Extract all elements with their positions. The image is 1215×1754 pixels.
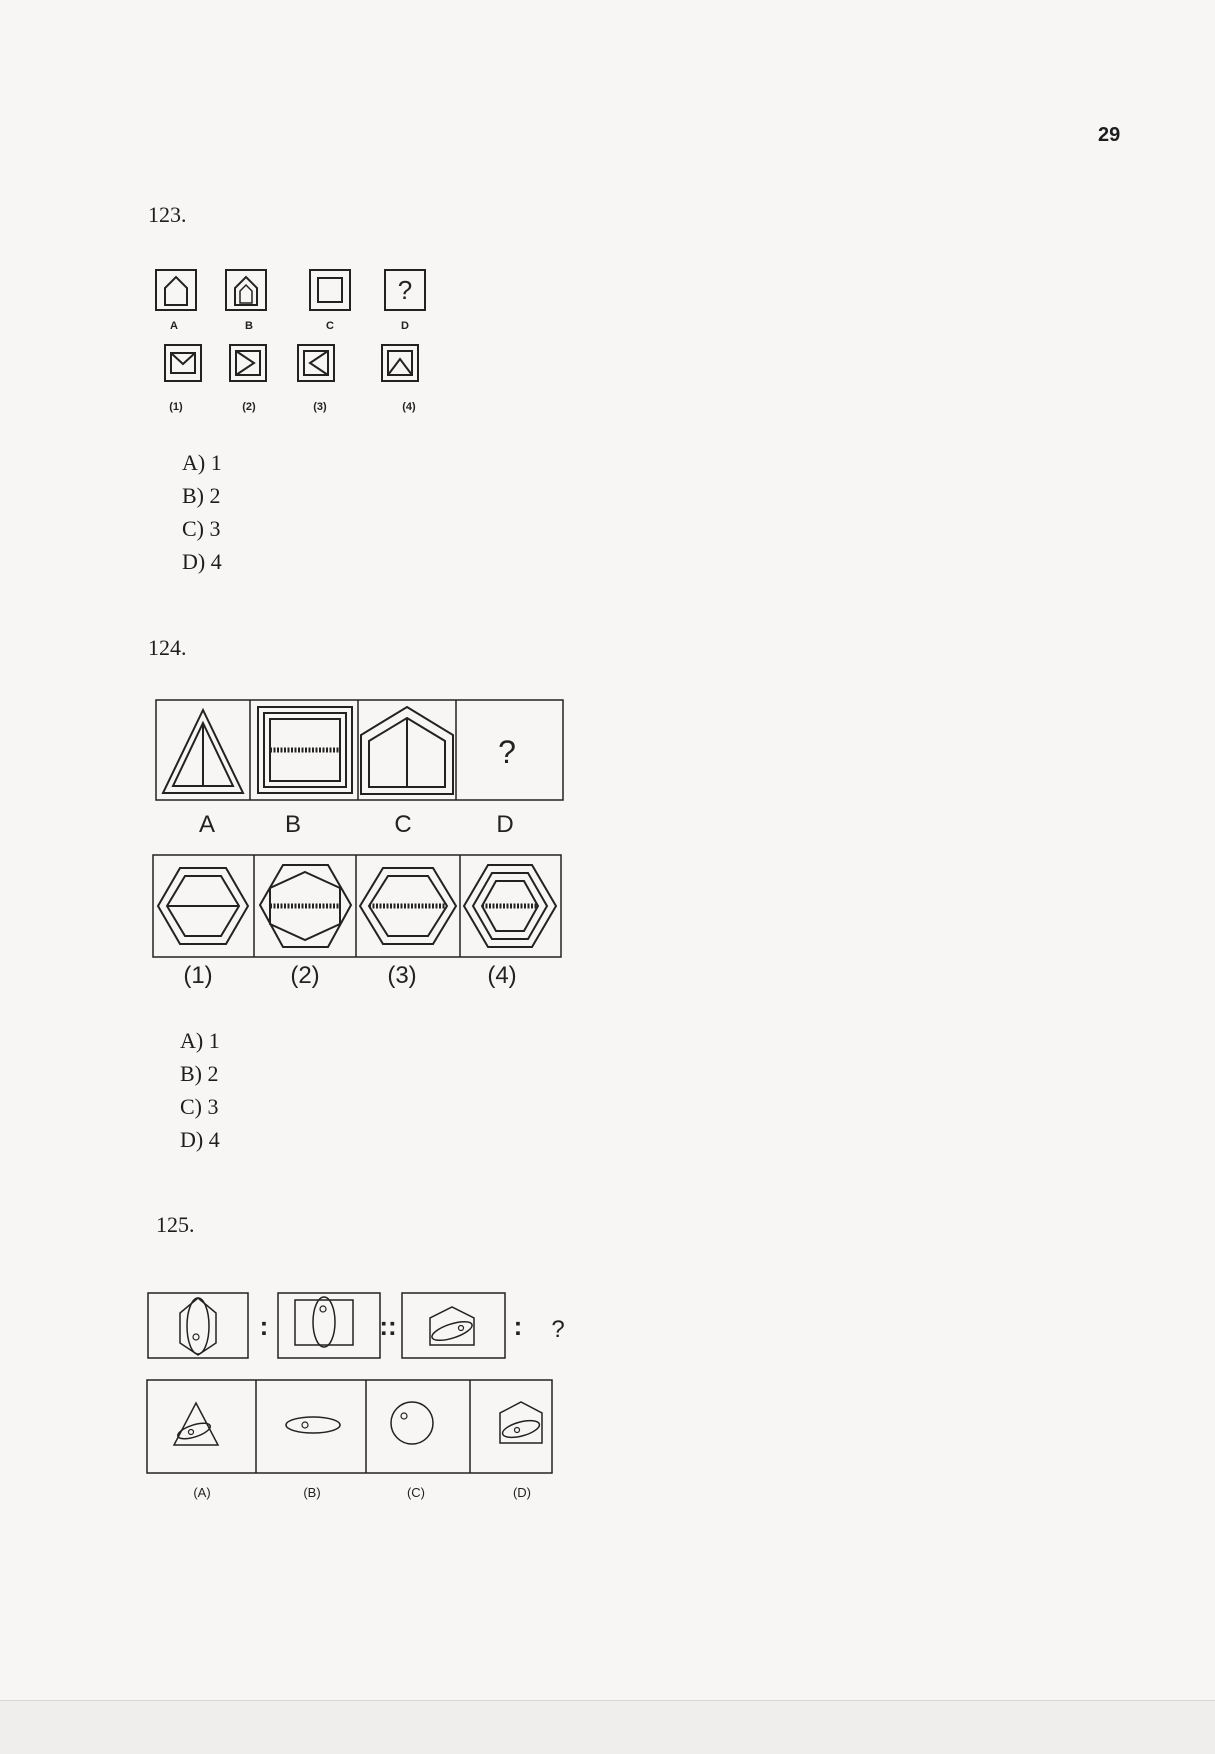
q124-answer-figure-3 — [360, 868, 456, 944]
question-123-figures — [150, 255, 450, 415]
q124-problem-figure-c — [361, 707, 453, 794]
q125-answer-label-a: (A) — [193, 1485, 211, 1500]
q123-option-a[interactable]: A) 1 — [182, 450, 222, 475]
q123-option-b[interactable]: B) 2 — [182, 483, 221, 508]
question-124-number: 124. — [148, 635, 187, 660]
q124-problem-figure-a — [163, 710, 243, 793]
q125-separator-2: :: — [379, 1311, 397, 1341]
question-123-options — [182, 446, 222, 578]
q124-answer-figure-2 — [260, 865, 351, 947]
question-125-figures — [140, 1285, 590, 1510]
q124-label-a: A — [198, 811, 216, 838]
q125-problem-figure-1 — [148, 1293, 248, 1358]
question-124-figures — [150, 695, 570, 1005]
q124-option-b[interactable]: B) 2 — [180, 1061, 219, 1086]
q124-label-c: C — [394, 811, 412, 838]
q123-question-mark: ? — [397, 275, 413, 305]
q124-answer-figure-1 — [158, 868, 248, 944]
q123-problem-figure-a — [156, 270, 196, 310]
q123-answer-figure-3 — [298, 345, 334, 381]
q123-answer-figure-4 — [382, 345, 418, 381]
q124-label-b: B — [284, 811, 302, 838]
question-125-number: 125. — [156, 1212, 195, 1237]
q124-answer-label-3: (3) — [387, 962, 417, 989]
q125-answer-figure-b — [286, 1417, 340, 1433]
q123-problem-figure-d — [385, 270, 425, 310]
q124-answer-label-4: (4) — [487, 962, 517, 989]
q123-answer-figure-1 — [165, 345, 201, 381]
q124-problem-figure-b — [258, 707, 352, 793]
q124-question-mark: ? — [498, 734, 516, 770]
q124-answer-figure-4 — [464, 865, 556, 947]
page-number: 29 — [1098, 124, 1121, 146]
q125-answer-label-d: (D) — [512, 1485, 532, 1500]
q125-answer-figure-d — [500, 1402, 542, 1443]
q123-label-b: B — [245, 320, 253, 332]
q123-label-a: A — [170, 320, 178, 332]
q123-answer-label-4: (4) — [402, 401, 416, 413]
q125-problem-figure-2 — [278, 1293, 380, 1358]
q123-option-c[interactable]: C) 3 — [182, 516, 221, 541]
q124-answer-label-1: (1) — [183, 962, 213, 989]
q125-separator-3: : — [513, 1311, 523, 1341]
q123-problem-figure-c — [310, 270, 350, 310]
q124-problem-figure-d — [498, 734, 516, 770]
q125-answer-label-c: (C) — [406, 1485, 426, 1500]
q123-option-d[interactable]: D) 4 — [182, 549, 222, 574]
question-124-options — [180, 1024, 220, 1156]
q123-answer-label-1: (1) — [169, 401, 183, 413]
q124-option-c[interactable]: C) 3 — [180, 1094, 219, 1119]
q123-label-c: C — [326, 320, 334, 332]
q124-answer-label-2: (2) — [290, 962, 320, 989]
q125-answer-label-b: (B) — [303, 1485, 321, 1500]
q124-option-a[interactable]: A) 1 — [180, 1028, 220, 1053]
q125-question-mark: ? — [551, 1316, 565, 1343]
question-123-number: 123. — [148, 202, 187, 227]
q124-label-d: D — [496, 811, 514, 838]
q125-separator-1: : — [259, 1311, 269, 1341]
q125-answer-figure-a — [174, 1403, 218, 1445]
q123-answer-label-3: (3) — [313, 401, 327, 413]
q123-answer-figure-2 — [230, 345, 266, 381]
q125-problem-figure-3 — [402, 1293, 505, 1358]
q123-problem-figure-b — [226, 270, 266, 310]
q123-answer-label-2: (2) — [242, 401, 256, 413]
q124-option-d[interactable]: D) 4 — [180, 1127, 220, 1152]
q125-answer-figure-c — [391, 1402, 433, 1444]
page-bottom-band — [0, 1700, 1215, 1754]
q123-label-d: D — [401, 320, 409, 332]
